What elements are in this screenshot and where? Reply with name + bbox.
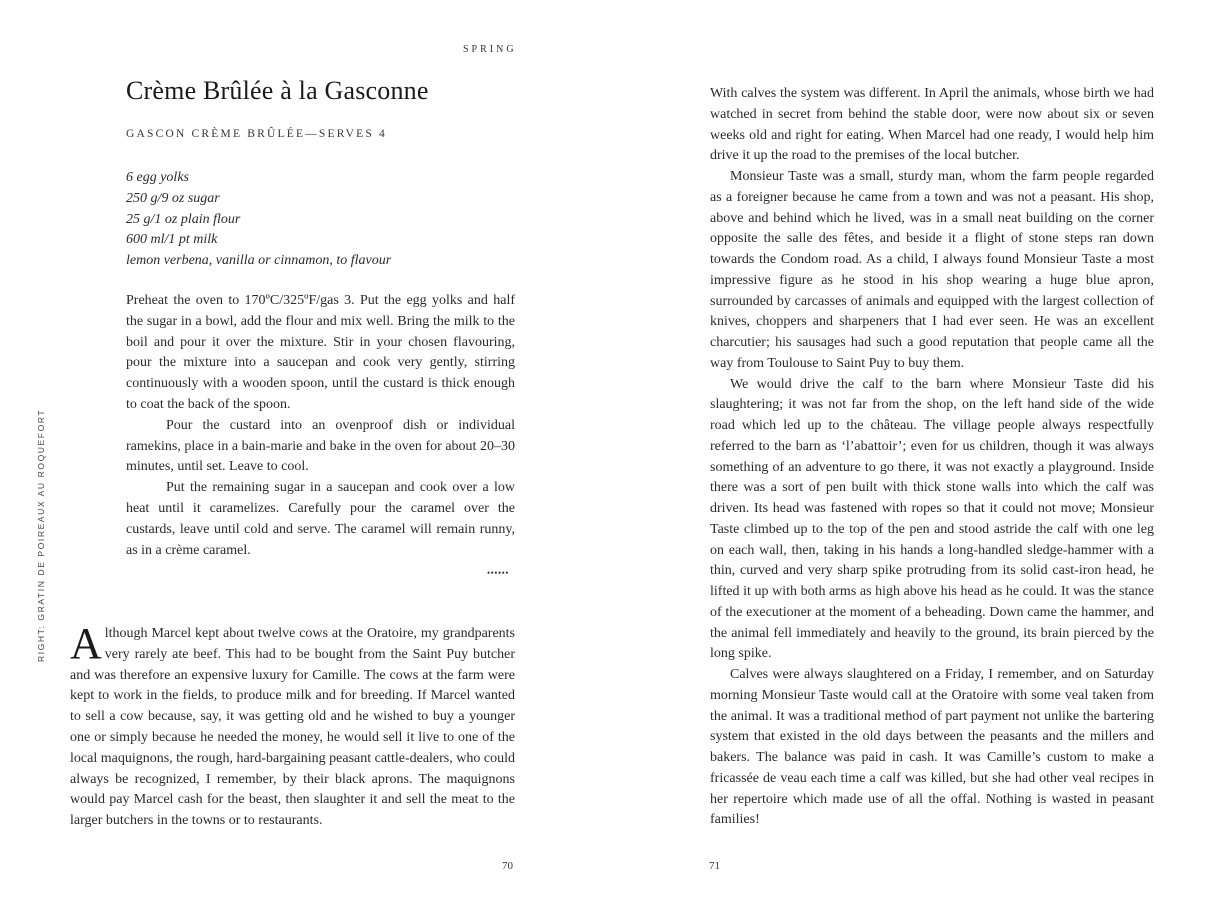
section-ornament: •••••• — [487, 568, 509, 578]
ingredient-item: 600 ml/1 pt milk — [126, 232, 218, 248]
essay-continuation — [710, 84, 1154, 831]
ingredient-list — [126, 168, 391, 272]
recipe-method — [126, 291, 515, 561]
running-head: SPRING — [463, 44, 517, 55]
method-paragraph: Preheat the oven to 170ºC/325ºF/gas 3. Put the egg yolks and half the sugar in a bowl, add the flour and mix well. Bring the milk to the boil and pour it over the mixture. Stir in your chosen flavouring, pour the mixture into a saucepan and cook very gently, stirring continuously with a wooden spoon, until the custard is thick enough to coat the back of the spoon. — [126, 293, 515, 412]
ingredient-item: 6 egg yolks — [126, 170, 189, 185]
ingredient-item: 250 g/9 oz sugar — [126, 190, 220, 206]
essay-text — [70, 619, 515, 832]
essay-paragraph: Calves were always slaughtered on a Friday, I remember, and on Saturday morning Monsieur Taste would call at the Oratoire with some veal taken from the animal. It was a traditional method of part payment not unlike the bartering system that existed in the old days between the peasants and the millers and bakers. The balance was paid in cash. It was Camille’s custom to make a fricassée de veau each time a calf was killed, but she had other veal recipes in her repertoire which made use of all the offal. Nothing is wasted in peasant families! — [710, 667, 1154, 828]
drop-cap: A — [70, 619, 102, 668]
page-number-left: 70 — [502, 860, 513, 872]
method-paragraph: Pour the custard into an ovenproof dish or individual ramekins, place in a bain-marie and bake in the oven for about 20–30 minutes, until set. Leave to cool. — [126, 417, 515, 475]
side-caption: RIGHT: GRATIN DE POIREAUX AU ROQUEFORT — [36, 408, 46, 662]
recipe-subtitle: GASCON CRÈME BRÛLÉE—SERVES 4 — [126, 128, 387, 140]
essay-paragraph: Monsieur Taste was a small, sturdy man, whom the farm people regarded as a foreigner because he came from a town and was not a peasant. His shop, above and behind which he lived, was in a small neat building on the corner opposite the salle des fêtes, and beside it a flight of stone steps ran down towards the Condom road. As a child, I always found Monsieur Taste a most impressive figure as he stood in his shop wearing a huge blue apron, surrounded by carcasses of animals and equipped with the largest collection of knives, choppers and sharpeners that I had ever seen. He was an excellent charcutier; his sausages had such a good reputation that people came all the way from Toulouse to Saint Puy to buy them. — [710, 169, 1154, 371]
ingredient-item: lemon verbena, vanilla or cinnamon, to flavour — [126, 253, 392, 269]
recipe-title: Crème Brûlée à la Gasconne — [126, 76, 429, 105]
page-number-right: 71 — [709, 860, 720, 872]
essay-paragraph: We would drive the calf to the barn where Monsieur Taste did his slaughtering; it was not far from the shop, on the left hand side of the wide road which led up to the château. The village people always respectfully referred to the barn as ‘l’abattoir’; even for us children, though it was always something of an adventure to go there, it was not exactly a playground. Inside there was a sort of pen built with thick stone walls into which the calf was driven. Its head was fastened with ropes so that it could not move; Monsieur Taste climbed up to the top of the pen and stood astride the calf with one leg on each wall, then, taking in his hands a long-handled sledge-hammer with a thin, curved and very sharp spike protruding from its solid cast-iron head, he lifted it up with both arms as high above his head as he could. It was the stance of the executioner at the moment of a beheading. Down came the hammer, and the animal fell immediately and heavily to the ground, its brain pierced by the long spike. — [710, 376, 1154, 662]
method-paragraph: Put the remaining sugar in a saucepan and cook over a low heat until it caramelizes. Carefully pour the caramel over the custards, leave until cold and serve. The caramel will remain runny, as in a crème caramel. — [126, 480, 515, 558]
ingredient-item: 25 g/1 oz plain flour — [126, 211, 241, 227]
essay-paragraph-body: lthough Marcel kept about twelve cows at the Oratoire, my grandparents very rarely ate beef. This had to be bought from the Saint Puy butcher and was therefore an expensive luxury for Camille. The cows at the farm were kept to work in the fields, to produce milk and for breeding. If Marcel wanted to sell a cow because, say, it was getting old and he wished to buy a younger one or simply because he needed the money, he would sell it live to one of the local maquignons, the rough, hard-bargaining peasant cattle-dealers, who could always be recognized, I remember, by their black aprons. The maquignons would pay Marcel cash for the beast, then slaughter it and sell the meat to the larger butchers in the towns or to restaurants. — [70, 626, 515, 829]
right-page — [612, 0, 1224, 918]
essay-paragraph — [70, 619, 515, 832]
essay-paragraph: With calves the system was different. In April the animals, whose birth we had watched in secret from behind the stable door, were now about six or seven weeks old and right for eating. When Marcel had one ready, I would help him drive it up the road to the premises of the local butcher. — [710, 86, 1154, 164]
